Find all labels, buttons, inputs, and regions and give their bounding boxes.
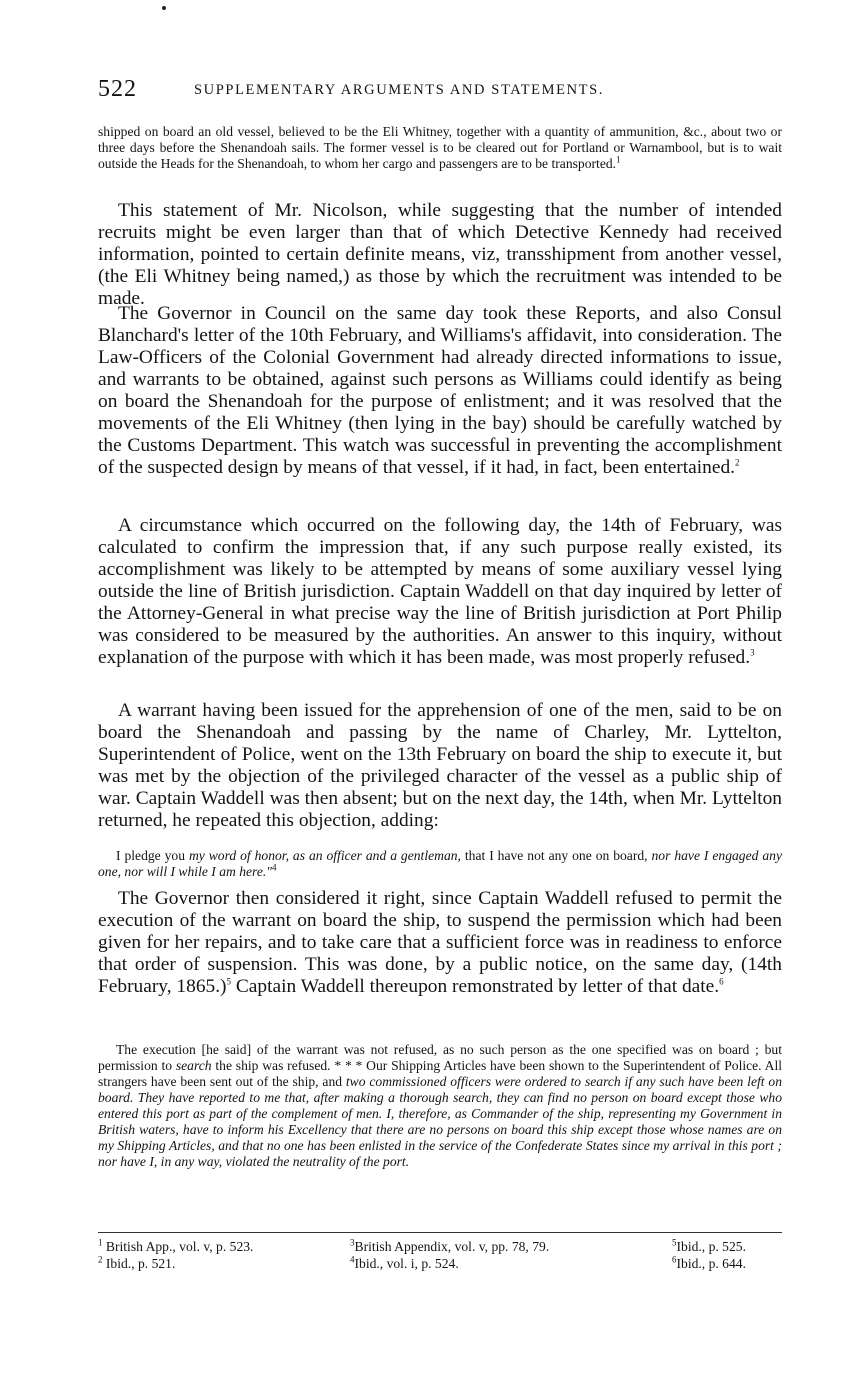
footnote-1-text: British App., vol. v, p. 523. <box>105 1239 254 1254</box>
top-quote <box>98 124 782 172</box>
footnote-ref-5: 5 <box>226 976 232 987</box>
footnote-2-text: Ibid., p. 521. <box>105 1256 176 1271</box>
footnote-rule <box>98 1232 782 1233</box>
paragraph-5-tail: Captain Waddell thereupon remonstrated by letter of that date. <box>231 976 720 997</box>
footnote-3 <box>350 1238 549 1255</box>
footnote-3-mark: 3 <box>350 1237 355 1248</box>
footnote-ref-4: 4 <box>271 862 277 873</box>
footnote-4 <box>350 1255 459 1272</box>
paragraph-4-text: A warrant having been issued for the apprehension of one of the men, said to be on board the Shenandoah and passing by the name of Charley, Mr. Lyttelton, Superintendent of Police, went on the 13th February on board the ship to execute it, but was met by the objection of the privileged character of the vessel as a public ship of war. Captain Waddell was then absent; but on the next day, the 14th, when Mr. Lyttelton returned, he repeated this objection, adding: <box>98 700 782 831</box>
stray-dot-mark <box>162 6 166 10</box>
footnote-2 <box>98 1255 175 1272</box>
quote-waddell <box>98 1042 782 1170</box>
paragraph-3 <box>98 515 782 669</box>
paragraph-5 <box>98 888 782 998</box>
paragraph-2 <box>98 303 782 479</box>
footnote-ref-1: 1 <box>616 154 621 165</box>
footnote-2-mark: 2 <box>98 1254 103 1265</box>
paragraph-2-text: The Governor in Council on the same day took these Reports, and also Consul Blanchard's letter of the 10th February, and Williams's affidavit, into consideration. The Law-Officers of the Colonial Government had already directed informations to issue, and warrants to be obtained, against such persons as Williams could identify as being on board the Shenandoah for the purpose of enlistment; and it was resolved that the movements of the Eli Whitney (then lying in the bay) should be carefully watched by the Customs Department. This watch was successful in preventing the accomplishment of the suspected design by means of that vessel, if it had, in fact, been entertained. <box>98 303 782 478</box>
footnote-1-mark: 1 <box>98 1237 103 1248</box>
footnote-5 <box>672 1238 746 1255</box>
footnote-1 <box>98 1238 253 1255</box>
quote-waddell-text-b: search <box>175 1058 212 1073</box>
footnote-6 <box>672 1255 746 1272</box>
footnote-3-text: British Appendix, vol. v, pp. 78, 79. <box>354 1239 550 1254</box>
paragraph-1-text: This statement of Mr. Nicolson, while suggesting that the number of intended recruits might be even larger than that of which Detective Kennedy had received information, pointed to certain definite means, viz, transshipment from another vessel, (the Eli Whitney being named,) as those by which the recruitment was intended to be made. <box>98 200 782 309</box>
paragraph-5-text: The Governor then considered it right, since Captain Waddell refused to permit the execution of the warrant on board the ship, to suspend the permission which had been given for her repairs, and to take care that a sufficient force was in readiness to enforce that order of suspension. This was done, by a public notice, on the same day, (14th February, 1865.) <box>98 888 782 997</box>
page-number: 522 <box>98 76 137 102</box>
footnote-6-mark: 6 <box>672 1254 677 1265</box>
footnote-4-mark: 4 <box>350 1254 355 1265</box>
quote-pledge-text-d: nor have I engaged any one, nor will I while I am here." <box>98 848 782 879</box>
paragraph-1 <box>98 200 782 310</box>
quote-waddell-text-d: two commissioned officers were ordered to search if any such have been left on board. They have reported to me that, after making a thorough search, they can find no person on board except those who entered this port as part of the complement of men. I, therefore, as Commander of the ship, representing my Government in British waters, have to inform his Excellency that there are no persons on board this ship except those whose names are on my Shipping Articles, and that no one has been enlisted in the service of the Confederate States since my arrival in this port ; nor have I, in any way, violated the neutrality of the port. <box>98 1074 782 1169</box>
page-header <box>98 76 782 104</box>
footnote-5-mark: 5 <box>672 1237 677 1248</box>
quote-pledge-text-a: I pledge you <box>116 848 189 863</box>
quote-pledge-text-b: my word of honor, as an officer and a gentleman, <box>188 848 461 863</box>
footnote-5-text: Ibid., p. 525. <box>676 1239 746 1254</box>
quote-waddell-text-c: the ship was refused. * * * Our Shipping Articles have been shown to the Superintendent of Police. All strangers have been sent out of the ship, and <box>98 1058 782 1089</box>
footnote-ref-3: 3 <box>750 647 755 658</box>
quote-pledge <box>98 848 782 880</box>
paragraph-3-text: A circumstance which occurred on the following day, the 14th of February, was calculated to confirm the impression that, if any such purpose really existed, its accomplishment was likely to be attempted by means of some auxiliary vessel lying outside the line of British jurisdiction. Captain Waddell on that day inquired by letter of the Attorney-General in what precise way the line of British jurisdiction at Port Philip was considered to be measured by the authorities. An answer to this inquiry, without explanation of the purpose with which it has been made, was most properly refused. <box>98 515 782 668</box>
footnote-6-text: Ibid., p. 644. <box>676 1256 746 1271</box>
footnote-4-text: Ibid., vol. i, p. 524. <box>354 1256 459 1271</box>
quote-waddell-text-a: The execution [he said] of the warrant was not refused, as no such person as the one specified was on board ; but permission to <box>98 1042 782 1073</box>
paragraph-4 <box>98 700 782 832</box>
quote-pledge-text-c: that I have not any one on board, <box>460 848 652 863</box>
footnote-ref-6: 6 <box>719 976 724 987</box>
running-title: SUPPLEMENTARY ARGUMENTS AND STATEMENTS. <box>194 82 604 98</box>
footnote-ref-2: 2 <box>735 457 740 468</box>
top-quote-text: shipped on board an old vessel, believed to be the Eli Whitney, together with a quantity of ammunition, &c., about two or three days before the Shenandoah sails. The former vessel is to be cleared out for Portland or Warnambool, but is to wait outside the Heads for the Shenandoah, to whom her cargo and passengers are to be transported. <box>98 124 782 171</box>
